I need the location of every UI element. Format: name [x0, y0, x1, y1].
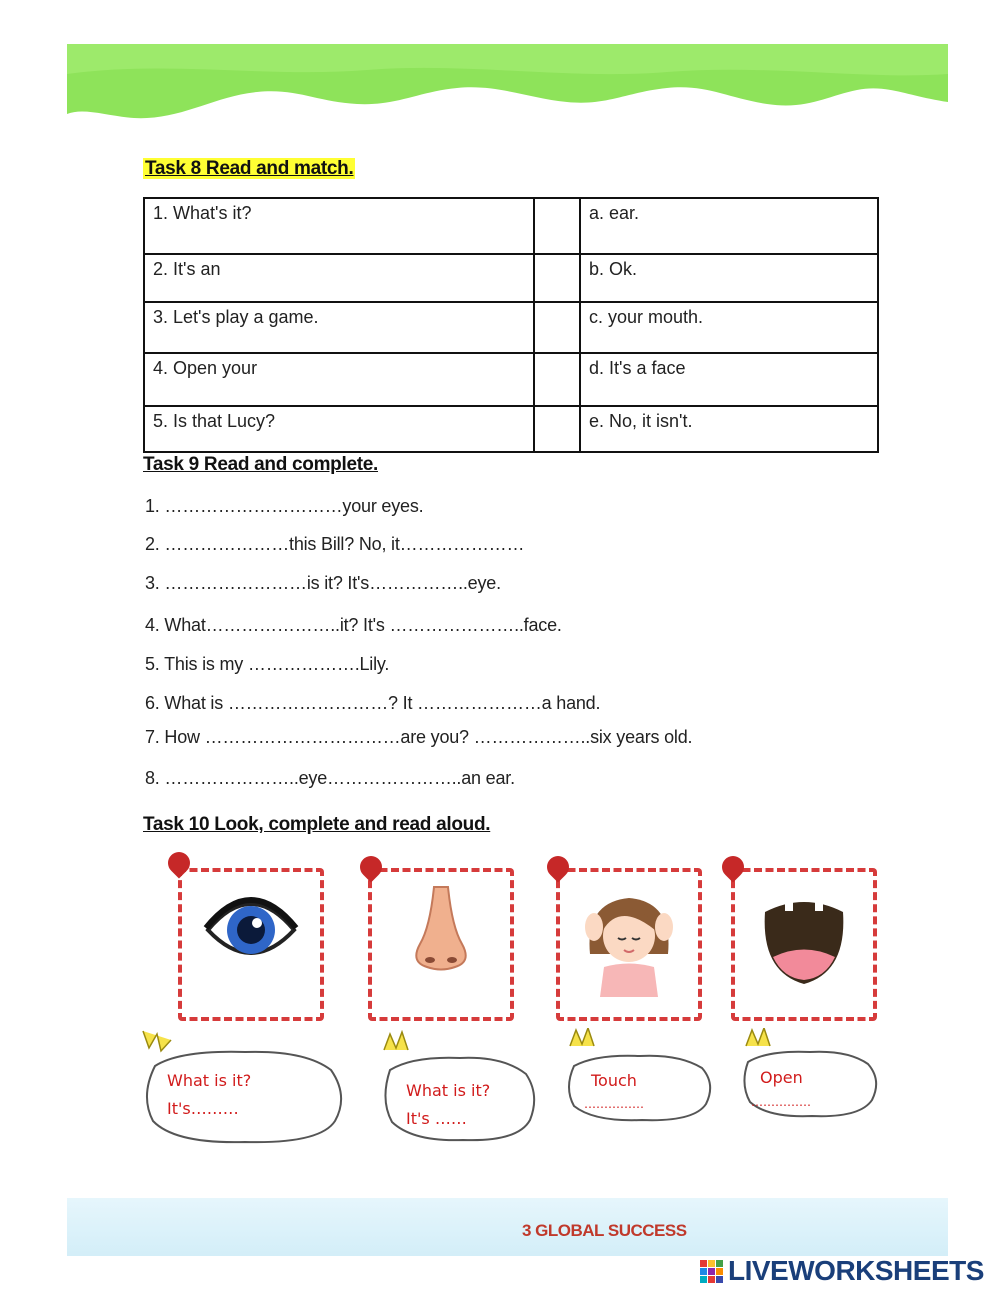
match-right-c: c. your mouth.: [580, 302, 878, 353]
head-card: [556, 868, 702, 1021]
task9-line-4[interactable]: 4. What…………………..it? It's …………………..face.: [145, 615, 562, 635]
match-answer-slot-2[interactable]: [534, 254, 580, 302]
match-right-d: d. It's a face: [580, 353, 878, 406]
table-row: [144, 302, 878, 353]
match-right-b: b. Ok.: [580, 254, 878, 302]
bubble1-answer[interactable]: It's………: [167, 1099, 239, 1118]
bubble2-question: What is it?: [406, 1081, 491, 1100]
liveworksheets-logo: [700, 1255, 984, 1287]
open-mouth-icon: [735, 872, 873, 1017]
speech-bubble-1: [135, 1026, 355, 1156]
bubble2-answer[interactable]: It's ……: [406, 1109, 467, 1128]
match-right-a: a. ear.: [580, 198, 878, 254]
task10-heading: Task 10 Look, complete and read aloud.: [143, 814, 491, 835]
table-row: [144, 353, 878, 406]
table-row: [144, 406, 878, 452]
task9-line-5[interactable]: 5. This is my ……………….Lily.: [145, 654, 390, 674]
match-right-e: e. No, it isn't.: [580, 406, 878, 452]
task8-heading: Task 8 Read and match.: [145, 158, 354, 179]
task9-line-2[interactable]: 2. …………………this Bill? No, it…………………: [145, 534, 525, 554]
eye-icon: [182, 872, 320, 1017]
bubble4-blank[interactable]: ……………: [751, 1095, 811, 1109]
top-banner: [67, 44, 948, 122]
liveworksheets-icon: [700, 1260, 723, 1283]
task9-line-6[interactable]: 6. What is ………………………? It …………………a hand.: [145, 693, 601, 713]
match-answer-slot-3[interactable]: [534, 302, 580, 353]
match-answer-slot-5[interactable]: [534, 406, 580, 452]
match-left-4: 4. Open your: [144, 353, 534, 406]
task9-line-7[interactable]: 7. How ……………………………are you? ………………..six years old.: [145, 727, 693, 747]
liveworksheets-wordmark: LIVEWORKSHEETS: [728, 1255, 984, 1286]
speech-bubble-3: [564, 1028, 719, 1128]
mouth-card: [731, 868, 877, 1021]
bubble4-command: Open: [760, 1068, 803, 1087]
task9-heading: Task 9 Read and complete.: [143, 454, 379, 475]
task9-line-8[interactable]: 8. …………………..eye…………………..an ear.: [145, 768, 515, 788]
match-table: [143, 197, 879, 453]
footer-bar: [67, 1198, 948, 1256]
footer-title: 3 GLOBAL SUCCESS: [522, 1221, 687, 1240]
table-row: [144, 198, 878, 254]
task9-line-3[interactable]: 3. ……………………is it? It's……………..eye.: [145, 573, 501, 593]
bubble1-question: What is it?: [167, 1071, 252, 1090]
bubble3-blank[interactable]: ……………: [584, 1097, 644, 1111]
eye-card: [178, 868, 324, 1021]
bubble3-command: Touch: [591, 1071, 637, 1090]
match-left-3: 3. Let's play a game.: [144, 302, 534, 353]
match-answer-slot-4[interactable]: [534, 353, 580, 406]
match-left-5: 5. Is that Lucy?: [144, 406, 534, 452]
nose-icon: [372, 872, 510, 1017]
nose-card: [368, 868, 514, 1021]
match-answer-slot-1[interactable]: [534, 198, 580, 254]
match-left-1: 1. What's it?: [144, 198, 534, 254]
match-left-2: 2. It's an: [144, 254, 534, 302]
task9-line-1[interactable]: 1. …………………………your eyes.: [145, 496, 424, 516]
table-row: [144, 254, 878, 302]
girl-touching-head-icon: [560, 872, 698, 1017]
